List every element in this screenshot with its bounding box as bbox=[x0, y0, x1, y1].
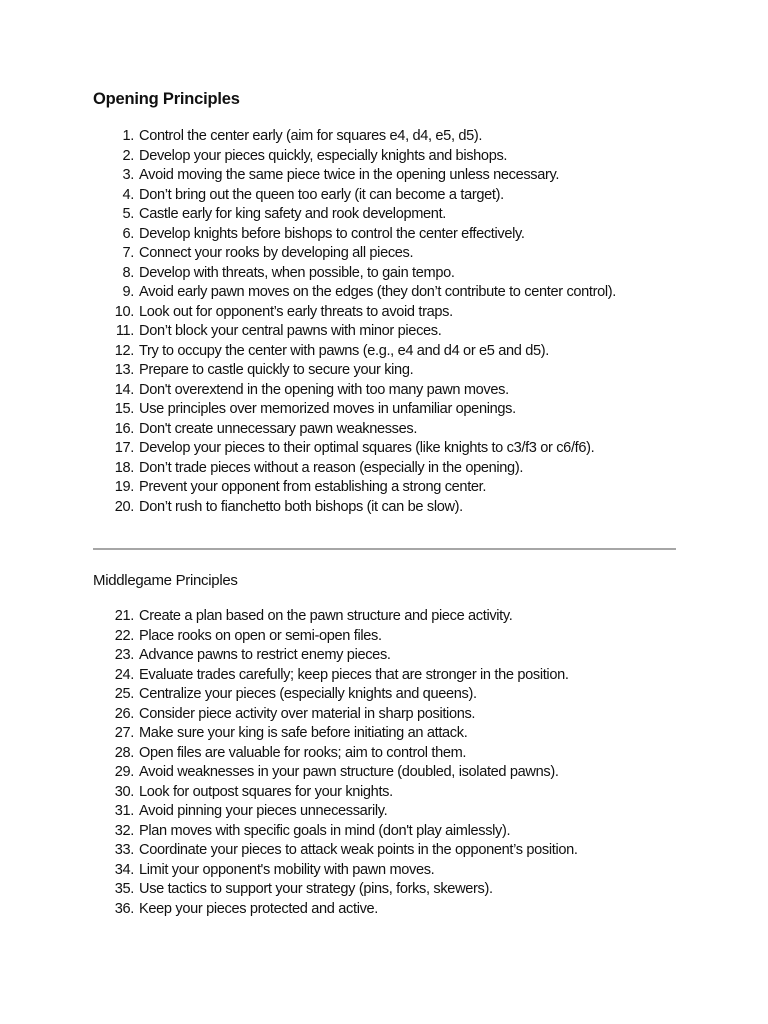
item-text: Make sure your king is safe before initiating an attack. bbox=[139, 725, 468, 742]
section-divider bbox=[93, 548, 676, 550]
item-number: 20. bbox=[114, 498, 134, 515]
list-item bbox=[0, 498, 700, 518]
list-item bbox=[0, 439, 700, 459]
item-text: Develop your pieces to their optimal squares (like knights to c3/f3 or c6/f6). bbox=[139, 440, 595, 457]
item-text: Evaluate trades carefully; keep pieces that are stronger in the position. bbox=[139, 666, 569, 683]
list-item bbox=[0, 225, 700, 245]
list-item bbox=[0, 880, 700, 900]
list-item bbox=[0, 361, 700, 381]
list-item bbox=[0, 861, 700, 881]
item-text: Develop knights before bishops to control the center effectively. bbox=[139, 225, 525, 242]
list-item bbox=[0, 627, 700, 647]
item-number: 13. bbox=[114, 362, 134, 379]
list-item bbox=[0, 186, 700, 206]
list-item bbox=[0, 802, 700, 822]
item-text: Don’t trade pieces without a reason (especially in the opening). bbox=[139, 459, 524, 476]
item-number: 19. bbox=[114, 479, 134, 496]
list-item bbox=[0, 342, 700, 362]
item-number: 34. bbox=[114, 861, 134, 878]
opening-principles-heading: Opening Principles bbox=[93, 90, 240, 108]
item-text: Avoid weaknesses in your pawn structure (doubled, isolated pawns). bbox=[139, 764, 559, 781]
list-item bbox=[0, 705, 700, 725]
list-item bbox=[0, 264, 700, 284]
item-text: Don't overextend in the opening with too many pawn moves. bbox=[139, 381, 509, 398]
list-item bbox=[0, 841, 700, 861]
list-item bbox=[0, 459, 700, 479]
item-number: 30. bbox=[114, 783, 134, 800]
list-item bbox=[0, 381, 700, 401]
list-item bbox=[0, 205, 700, 225]
item-text: Consider piece activity over material in sharp positions. bbox=[139, 705, 476, 722]
item-number: 28. bbox=[114, 744, 134, 761]
list-item bbox=[0, 822, 700, 842]
list-item bbox=[0, 666, 700, 686]
item-text: Prepare to castle quickly to secure your king. bbox=[139, 362, 414, 379]
item-text: Don’t bring out the queen too early (it can become a target). bbox=[139, 186, 504, 203]
item-number: 1. bbox=[122, 128, 134, 144]
item-number: 6. bbox=[122, 225, 134, 242]
item-number: 15. bbox=[114, 401, 134, 418]
item-text: Plan moves with specific goals in mind (don't play aimlessly). bbox=[139, 822, 511, 839]
item-number: 4. bbox=[122, 186, 134, 203]
list-item bbox=[0, 244, 700, 264]
item-number: 25. bbox=[114, 686, 134, 703]
item-text: Try to occupy the center with pawns (e.g., e4 and d4 or e5 and d5). bbox=[139, 342, 550, 359]
item-number: 32. bbox=[114, 822, 134, 839]
item-number: 36. bbox=[114, 900, 134, 917]
item-text: Use principles over memorized moves in unfamiliar openings. bbox=[139, 401, 516, 418]
item-number: 8. bbox=[122, 264, 134, 281]
item-text: Don’t rush to fianchetto both bishops (it can be slow). bbox=[139, 498, 463, 515]
list-item bbox=[0, 127, 700, 147]
item-text: Connect your rooks by developing all pieces. bbox=[139, 245, 414, 262]
list-item bbox=[0, 646, 700, 666]
list-item bbox=[0, 724, 700, 744]
item-number: 16. bbox=[114, 420, 134, 437]
item-text: Control the center early (aim for squares e4, d4, e5, d5). bbox=[139, 128, 483, 144]
item-number: 17. bbox=[114, 440, 134, 457]
item-text: Develop your pieces quickly, especially knights and bishops. bbox=[139, 147, 508, 164]
item-number: 5. bbox=[122, 206, 134, 223]
item-number: 33. bbox=[114, 842, 134, 859]
item-number: 9. bbox=[122, 284, 134, 301]
item-text: Avoid early pawn moves on the edges (they don’t contribute to center control). bbox=[139, 284, 617, 301]
item-number: 14. bbox=[114, 381, 134, 398]
middlegame-principles-heading: Middlegame Principles bbox=[93, 572, 238, 589]
item-text: Coordinate your pieces to attack weak points in the opponent’s position. bbox=[139, 842, 578, 859]
item-number: 18. bbox=[114, 459, 134, 476]
item-number: 27. bbox=[114, 725, 134, 742]
item-number: 12. bbox=[114, 342, 134, 359]
item-text: Look out for opponent’s early threats to avoid traps. bbox=[139, 303, 453, 320]
item-text: Advance pawns to restrict enemy pieces. bbox=[139, 647, 391, 664]
item-number: 35. bbox=[114, 881, 134, 898]
item-text: Develop with threats, when possible, to gain tempo. bbox=[139, 264, 455, 281]
list-item bbox=[0, 166, 700, 186]
list-item bbox=[0, 322, 700, 342]
item-number: 24. bbox=[114, 666, 134, 683]
item-text: Look for outpost squares for your knights. bbox=[139, 783, 393, 800]
opening-principles-list bbox=[0, 127, 700, 517]
item-number: 7. bbox=[122, 245, 134, 262]
item-text: Place rooks on open or semi-open files. bbox=[139, 627, 382, 644]
item-text: Keep your pieces protected and active. bbox=[139, 900, 379, 917]
item-number: 26. bbox=[114, 705, 134, 722]
item-number: 10. bbox=[114, 303, 134, 320]
item-number: 3. bbox=[122, 167, 134, 184]
item-number: 2. bbox=[122, 147, 134, 164]
item-text: Don't create unnecessary pawn weaknesses. bbox=[139, 420, 418, 437]
list-item bbox=[0, 478, 700, 498]
item-text: Prevent your opponent from establishing a strong center. bbox=[139, 479, 487, 496]
item-number: 21. bbox=[114, 608, 134, 624]
list-item bbox=[0, 147, 700, 167]
item-text: Limit your opponent's mobility with pawn moves. bbox=[139, 861, 435, 878]
list-item bbox=[0, 744, 700, 764]
item-text: Don’t block your central pawns with minor pieces. bbox=[139, 323, 442, 340]
list-item bbox=[0, 607, 700, 627]
item-text: Avoid moving the same piece twice in the opening unless necessary. bbox=[139, 167, 560, 184]
item-number: 11. bbox=[115, 323, 134, 340]
item-number: 23. bbox=[114, 647, 134, 664]
list-item bbox=[0, 763, 700, 783]
list-item bbox=[0, 303, 700, 323]
item-number: 22. bbox=[114, 627, 134, 644]
item-number: 29. bbox=[114, 764, 134, 781]
list-item bbox=[0, 283, 700, 303]
list-item bbox=[0, 783, 700, 803]
item-number: 31. bbox=[114, 803, 134, 820]
item-text: Use tactics to support your strategy (pins, forks, skewers). bbox=[139, 881, 493, 898]
middlegame-principles-list bbox=[0, 607, 700, 919]
item-text: Create a plan based on the pawn structure and piece activity. bbox=[139, 608, 513, 624]
list-item bbox=[0, 420, 700, 440]
list-item bbox=[0, 900, 700, 920]
list-item bbox=[0, 685, 700, 705]
item-text: Open files are valuable for rooks; aim to control them. bbox=[139, 744, 467, 761]
list-item bbox=[0, 400, 700, 420]
item-text: Castle early for king safety and rook development. bbox=[139, 206, 446, 223]
item-text: Avoid pinning your pieces unnecessarily. bbox=[139, 803, 388, 820]
item-text: Centralize your pieces (especially knights and queens). bbox=[139, 686, 477, 703]
